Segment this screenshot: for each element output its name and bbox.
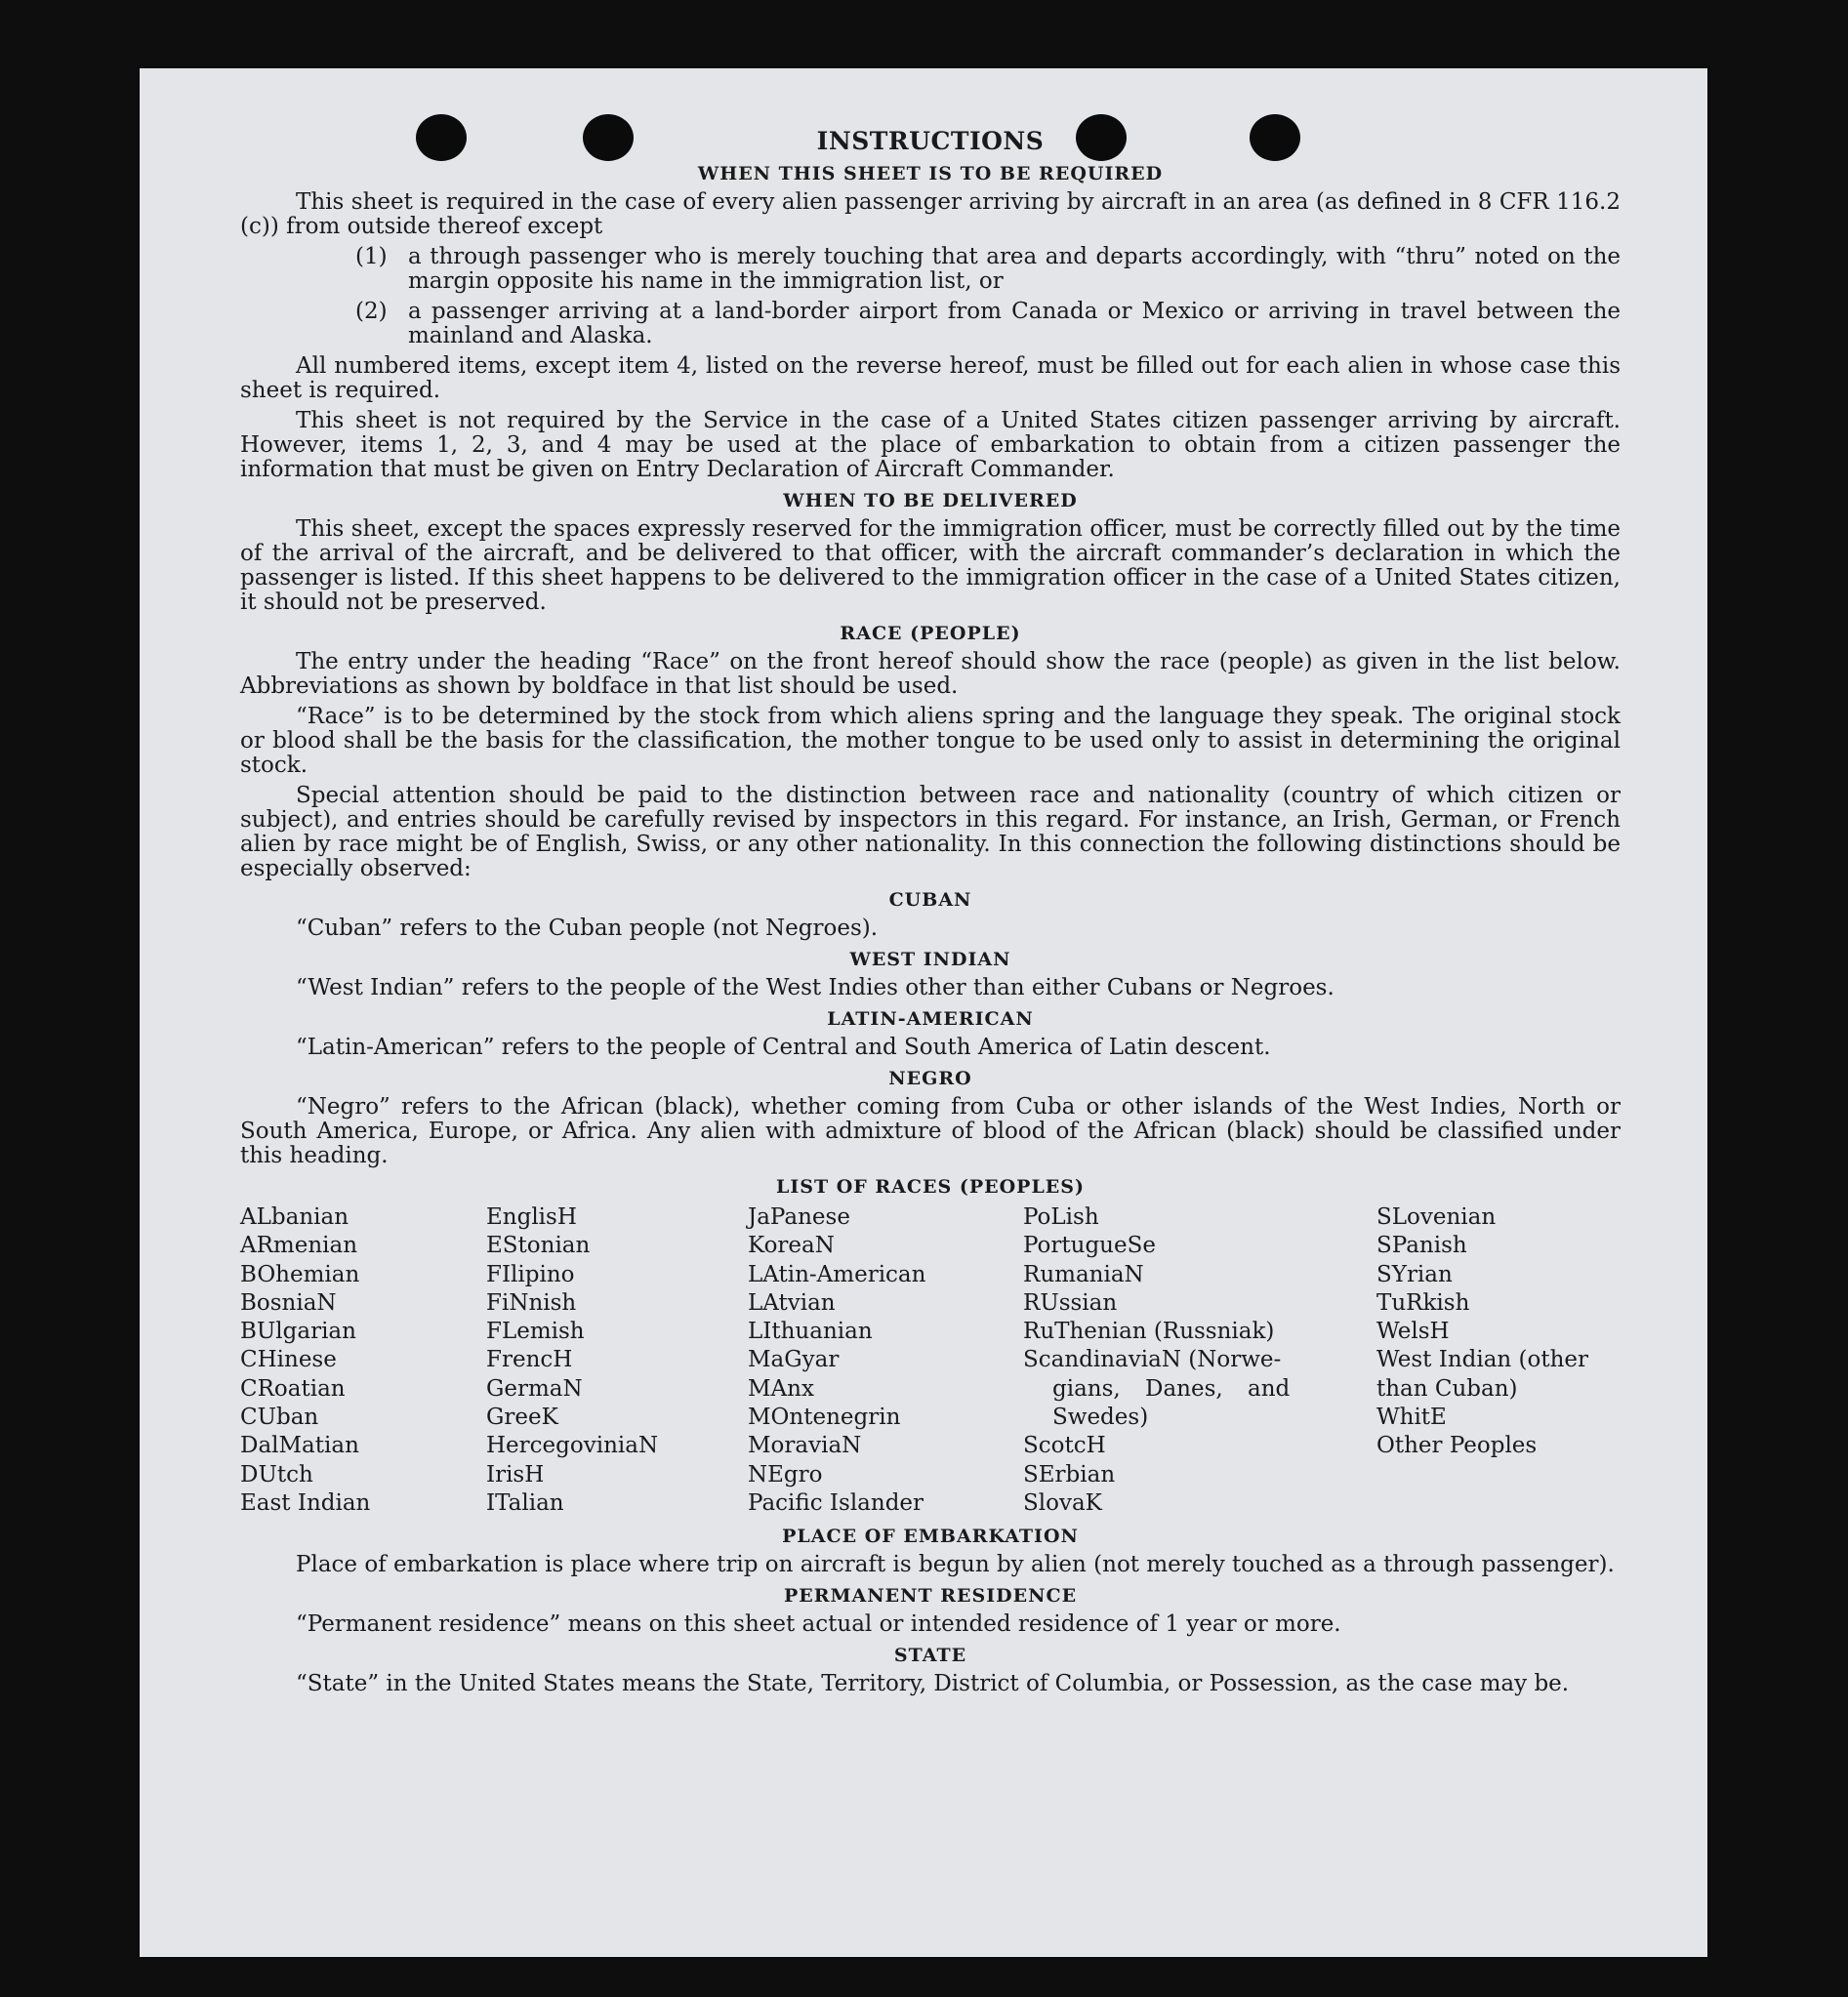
heading-west-indian: WEST INDIAN <box>849 949 1011 970</box>
instructions-text <box>240 127 1621 1702</box>
race-entry: SPanish <box>1376 1233 1467 1259</box>
race-entry: BUlgarian <box>240 1319 356 1345</box>
race-entry: FIlipino <box>486 1261 575 1287</box>
heading-race: RACE (PEOPLE) <box>840 623 1021 644</box>
race-column <box>240 1203 486 1518</box>
embarkation-text: Place of embarkation is place where trip on aircraft is begun by alien (not merely touched as a through passenger). <box>296 1552 1615 1578</box>
race-entry: FLemish <box>486 1319 585 1345</box>
race-entry: GreeK <box>486 1405 558 1431</box>
race-entry: LAtvian <box>748 1289 836 1316</box>
race-entry: ARmenian <box>240 1233 358 1259</box>
heading-cuban: CUBAN <box>888 889 972 911</box>
state-text: “State” in the United States means the State, Territory, District of Columbia, or Possession, as the case may be. <box>296 1671 1570 1697</box>
race-entry: WelsH <box>1376 1319 1450 1345</box>
delivered-text: This sheet, except the spaces expressly reserved for the immigration officer, must be correctly filled out by the time of the arrival of the aircraft, and be delivered to that officer, with the aircraft commander’s declaration in which the passenger is listed. If this sheet happens to be delivered to the immigration officer in the case of a United States citizen, it should not be preserved. <box>240 516 1621 615</box>
items-note: All numbered items, except item 4, listed on the reverse hereof, must be filled out for each alien in whose case this sheet is required. <box>240 353 1621 403</box>
race-entry: FiNnish <box>486 1289 577 1316</box>
race-entry: TuRkish <box>1376 1289 1470 1316</box>
race-entry: MoraviaN <box>748 1433 862 1459</box>
race-entry: SErbian <box>1023 1461 1116 1488</box>
race-column <box>1023 1203 1302 1518</box>
race-entry: CUban <box>240 1405 319 1431</box>
race-entry: gians, Danes, and <box>1052 1375 1291 1402</box>
race-entry: BosniaN <box>240 1289 337 1316</box>
race-entry: RumaniaN <box>1023 1261 1144 1287</box>
race-entry: Swedes) <box>1052 1405 1149 1431</box>
latin-american-text: “Latin-American” refers to the people of Central and South America of Latin descent. <box>296 1035 1271 1060</box>
race-entry: ScandinaviaN (Norwe- <box>1023 1347 1282 1373</box>
heading-latin-american: LATIN-AMERICAN <box>827 1008 1034 1030</box>
race-entry: PortugueSe <box>1023 1233 1156 1259</box>
cuban-text: “Cuban” refers to the Cuban people (not Negroes). <box>296 916 879 941</box>
race-entry: MaGyar <box>748 1347 840 1373</box>
race-column <box>1376 1203 1621 1518</box>
race-entry: than Cuban) <box>1376 1375 1518 1402</box>
race-entry: WhitE <box>1376 1405 1447 1431</box>
heading-list-of-races: LIST OF RACES (PEOPLES) <box>776 1176 1085 1198</box>
race-entry: JaPanese <box>748 1204 850 1230</box>
race-column <box>748 1203 1023 1518</box>
race-entry: BOhemian <box>240 1261 360 1287</box>
race-entry: MOntenegrin <box>748 1405 901 1431</box>
race-entry: ALbanian <box>240 1204 349 1230</box>
heading-negro: NEGRO <box>888 1068 972 1089</box>
heading-when-delivered: WHEN TO BE DELIVERED <box>783 490 1078 511</box>
race-entry: EnglisH <box>486 1204 577 1230</box>
race-entry: EStonian <box>486 1233 591 1259</box>
race-entry: East Indian <box>240 1489 371 1516</box>
race-column <box>486 1203 748 1518</box>
heading-state: STATE <box>893 1645 967 1667</box>
race-entry: MAnx <box>748 1375 814 1402</box>
race-entry: GermaN <box>486 1375 583 1402</box>
race-entry: LIthuanian <box>748 1319 873 1345</box>
heading-when-required: WHEN THIS SHEET IS TO BE REQUIRED <box>697 163 1164 184</box>
race-entry: SlovaK <box>1023 1489 1102 1516</box>
negro-text: “Negro” refers to the African (black), whether coming from Cuba or other islands of the West Indies, North or South America, Europe, or Africa. Any alien with admixture of blood of the African (black) should be classified under this heading. <box>240 1094 1621 1168</box>
race-entry: Pacific Islander <box>748 1489 924 1516</box>
race-paragraph: “Race” is to be determined by the stock from which aliens spring and the language they speak. The original stock or blood shall be the basis for the classification, the mother tongue to be used only to assist in determining the original stock. <box>240 704 1621 778</box>
race-paragraph: Special attention should be paid to the distinction between race and nationality (country of which citizen or subject), and entries should be carefully revised by inspectors in this regard. For instance, an Irish, German, or French alien by race might be of English, Swiss, or any other nationality. In this connection the following distinctions should be especially observed: <box>240 783 1621 881</box>
race-entry: LAtin-American <box>748 1261 926 1287</box>
race-entry: IrisH <box>486 1461 545 1488</box>
race-entry: ScotcH <box>1023 1433 1106 1459</box>
race-entry: KoreaN <box>748 1233 835 1259</box>
race-entry: ITalian <box>486 1489 564 1516</box>
race-entry: CHinese <box>240 1347 337 1373</box>
race-entry: RUssian <box>1023 1289 1118 1316</box>
west-indian-text: “West Indian” refers to the people of the West Indies other than either Cubans or Negroes. <box>296 975 1335 1000</box>
race-entry: DalMatian <box>240 1433 359 1459</box>
race-list <box>240 1203 1621 1518</box>
citizen-note: This sheet is not required by the Service in the case of a United States citizen passenger arriving by aircraft. However, items 1, 2, 3, and 4 may be used at the place of embarkation to obtain from a citizen passenger the information that must be given on Entry Declaration of Aircraft Commander. <box>240 408 1621 482</box>
exception-item: (2) a passenger arriving at a land-border airport from Canada or Mexico or arriving in travel between the mainland and Alaska. <box>355 299 1621 348</box>
race-entry: Other Peoples <box>1376 1433 1538 1459</box>
heading-place-of-embarkation: PLACE OF EMBARKATION <box>782 1526 1079 1548</box>
race-entry: FrencH <box>486 1347 573 1373</box>
race-entry: HercegoviniaN <box>486 1433 659 1459</box>
required-intro: This sheet is required in the case of every alien passenger arriving by aircraft in an area (as defined in 8 CFR 116.2 (c)) from outside thereof except <box>240 189 1621 239</box>
residence-text: “Permanent residence” means on this sheet actual or intended residence of 1 year or more. <box>296 1611 1341 1638</box>
race-entry: CRoatian <box>240 1375 346 1402</box>
heading-permanent-residence: PERMANENT RESIDENCE <box>783 1585 1078 1608</box>
race-entry: SLovenian <box>1376 1204 1497 1230</box>
race-paragraph: The entry under the heading “Race” on the front hereof should show the race (people) as given in the list below. Abbreviations as shown by boldface in that list should be used. <box>240 649 1621 699</box>
page-title: INSTRUCTIONS <box>816 127 1045 155</box>
race-entry: NEgro <box>748 1461 823 1488</box>
race-entry: SYrian <box>1376 1261 1453 1287</box>
race-entry: RuThenian (Russniak) <box>1023 1319 1275 1345</box>
exception-item: (1) a through passenger who is merely touching that area and departs accordingly, with “thru” noted on the margin opposite his name in the immigration list, or <box>355 244 1621 294</box>
race-entry: PoLish <box>1023 1204 1099 1230</box>
race-entry: DUtch <box>240 1461 313 1488</box>
race-entry: West Indian (other <box>1376 1347 1589 1373</box>
